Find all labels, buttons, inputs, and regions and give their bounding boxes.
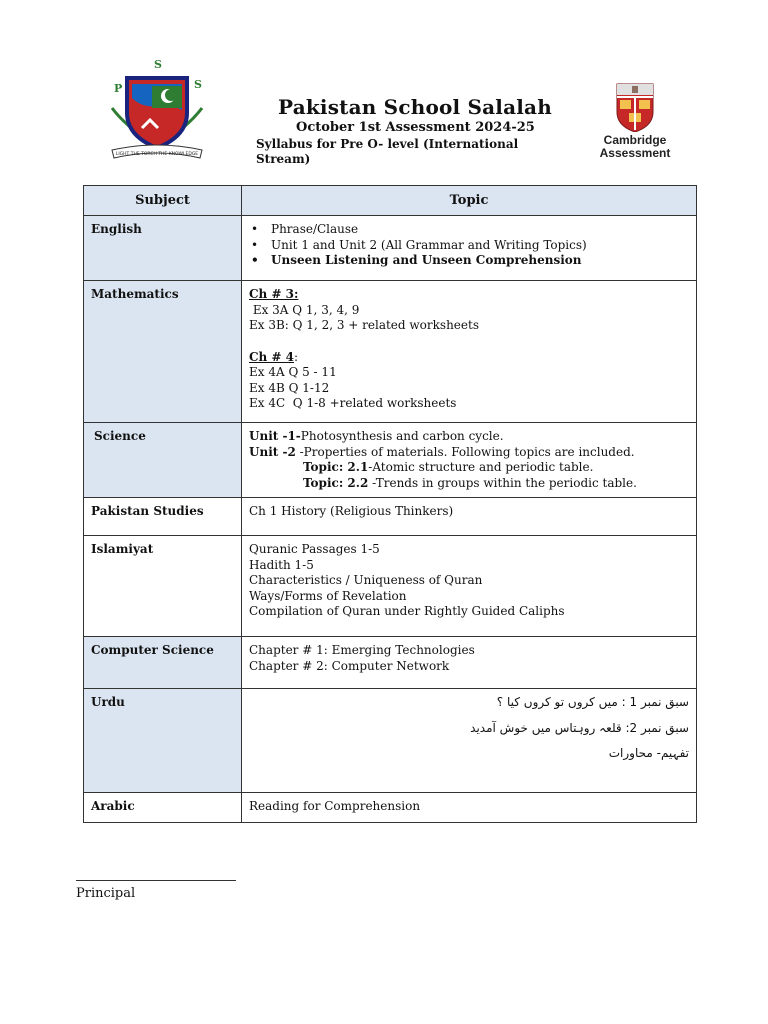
math-ch4-title: Ch # 4 [249, 349, 295, 364]
urdu-line-1: سبق نمبر 1 : میں کروں تو کروں کیا ؟ [496, 695, 689, 709]
syllabus-title: Syllabus for Pre O- level (International Stream) [256, 137, 519, 166]
subject-urdu: Urdu [84, 689, 242, 793]
subject-computer-science: Computer Science [84, 637, 242, 689]
syllabus-table [83, 185, 697, 823]
islamiyat-line-2: Hadith 1-5 [249, 557, 314, 572]
math-ch4-line-2: Ex 4B Q 1-12 [249, 380, 330, 395]
subject-english: English [84, 216, 242, 281]
logo-letter-p: P [114, 82, 123, 95]
principal-label: Principal [76, 886, 136, 901]
table-row-islamiyat [84, 536, 697, 637]
topic-pakistan-studies: Ch 1 History (Religious Thinkers) [242, 498, 697, 536]
table-row-pakistan-studies [84, 498, 697, 536]
science-unit2-text: -Properties of materials. Following topics are included. [295, 444, 635, 459]
table-row-urdu [84, 689, 697, 793]
school-name: Pakistan School Salalah [278, 95, 552, 119]
header-topic: Topic [242, 186, 697, 216]
logo-letter-s2: S [194, 78, 202, 91]
math-ch3-line-2: Ex 3B: Q 1, 2, 3 + related worksheets [249, 318, 479, 332]
cambridge-text-1: Cambridge [603, 133, 667, 147]
subject-arabic: Arabic [84, 793, 242, 823]
science-topic1-label: Topic: 2.1 [303, 460, 369, 474]
english-item-1: • Phrase/Clause [265, 222, 689, 238]
islamiyat-line-3: Characteristics / Uniqueness of Quran [249, 573, 483, 587]
topic-computer-science [242, 637, 697, 689]
logo-motto: LIGHT THE TORCH THE KNOWLEDGE [115, 152, 199, 157]
math-ch4-colon: : [294, 349, 299, 364]
math-ch4-line-3: Ex 4C Q 1-8 +related worksheets [249, 396, 457, 410]
cambridge-text-2: Assessment [599, 146, 671, 160]
science-topic2-text: -Trends in groups within the periodic table. [368, 475, 637, 490]
table-row-computer-science [84, 637, 697, 689]
science-unit2-label: Unit -2 [249, 444, 296, 459]
subject-islamiyat: Islamiyat [84, 536, 242, 637]
islamiyat-line-5: Compilation of Quran under Rightly Guided Caliphs [249, 604, 565, 618]
math-ch3-title: Ch # 3: [249, 287, 299, 301]
table-row-mathematics [84, 281, 697, 423]
math-ch4-line-1: Ex 4A Q 5 - 11 [249, 365, 337, 379]
topic-urdu [242, 689, 697, 793]
english-item-2: • Unit 1 and Unit 2 (All Grammar and Writing Topics) [265, 238, 689, 254]
english-item-3: • Unseen Listening and Unseen Comprehension [265, 253, 689, 269]
topic-science [242, 423, 697, 498]
islamiyat-line-1: Quranic Passages 1-5 [249, 542, 380, 556]
subject-science: Science [84, 423, 242, 498]
topic-english [242, 216, 697, 281]
table-row-science [84, 423, 697, 498]
science-unit1-text: Photosynthesis and carbon cycle. [300, 429, 504, 443]
assessment-title: October 1st Assessment 2024-25 [296, 120, 535, 135]
logo-letter-s1: S [154, 58, 162, 71]
table-row-english [84, 216, 697, 281]
subject-mathematics: Mathematics [84, 281, 242, 423]
table-row-arabic [84, 793, 697, 823]
cs-line-1: Chapter # 1: Emerging Technologies [249, 643, 475, 657]
subject-pakistan-studies: Pakistan Studies [84, 498, 242, 536]
table-header-row [84, 186, 697, 216]
urdu-line-3: تفہیم- محاورات [608, 746, 689, 760]
science-topic2-label: Topic: 2.2 [303, 475, 369, 490]
math-ch3-line-1: Ex 3A Q 1, 3, 4, 9 [249, 302, 360, 317]
science-unit1-label: Unit -1- [249, 429, 301, 443]
topic-islamiyat [242, 536, 697, 637]
school-logo [92, 58, 222, 163]
header-subject: Subject [84, 186, 242, 216]
science-topic1-text: -Atomic structure and periodic table. [368, 460, 594, 474]
topic-arabic: Reading for Comprehension [242, 793, 697, 823]
signature-line [76, 880, 236, 881]
urdu-line-2: سبق نمبر 2: قلعہ روہتاس میں خوش آمدید [470, 720, 689, 735]
islamiyat-line-4: Ways/Forms of Revelation [249, 588, 407, 603]
cs-line-2: Chapter # 2: Computer Network [249, 658, 450, 673]
cambridge-logo [592, 82, 682, 162]
topic-mathematics [242, 281, 697, 423]
